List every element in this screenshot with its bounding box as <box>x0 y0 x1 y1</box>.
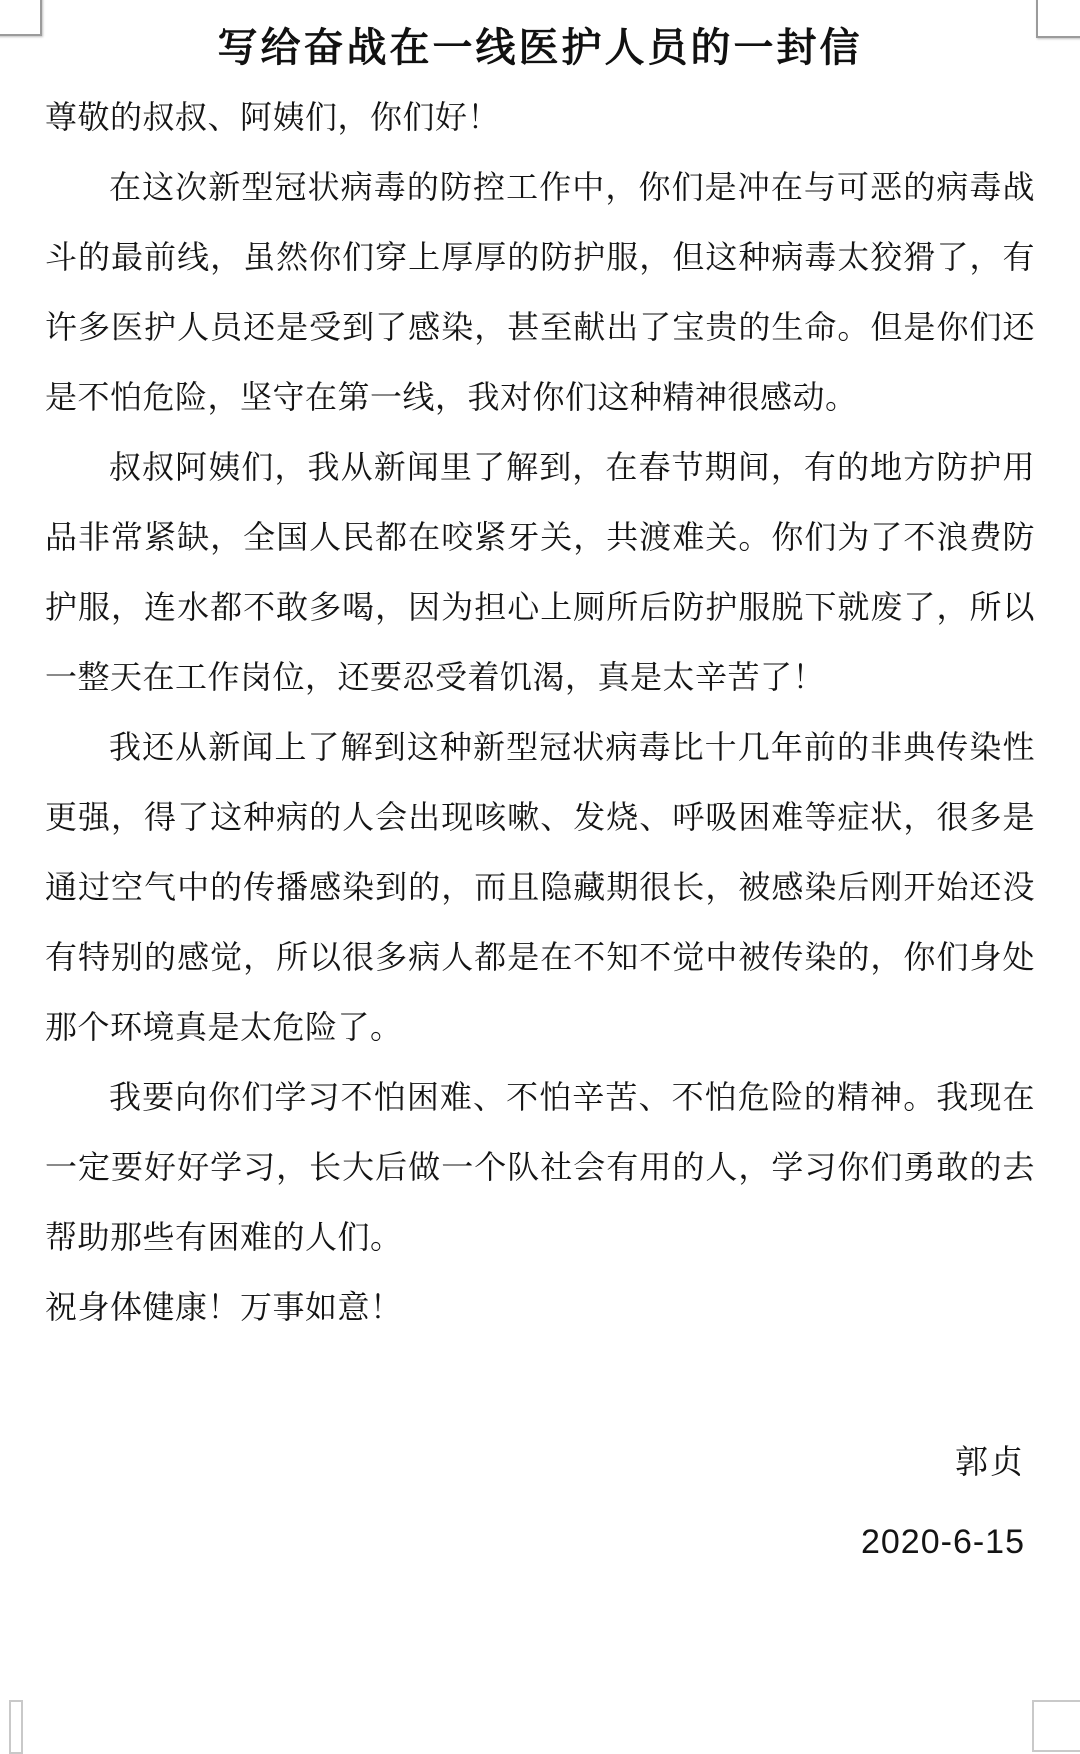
letter-line: 有特别的感觉，所以很多病人都是在不知不觉中被传染的，你们身处 <box>45 939 1035 975</box>
signature: 郭贞 <box>955 1443 1025 1480</box>
letter-document <box>0 24 1080 1577</box>
letter-line: 在这次新型冠状病毒的防控工作中，你们是冲在与可恶的病毒战 <box>109 169 1035 205</box>
window-corner-top-left-decoration <box>0 0 42 36</box>
letter-line: 一定要好好学习，长大后做一个队社会有用的人，学习你们勇敢的去 <box>45 1149 1035 1185</box>
letter-line: 祝身体健康！万事如意！ <box>45 1289 403 1325</box>
letter-body <box>45 82 1035 1342</box>
window-corner-bottom-left-decoration <box>9 1700 23 1754</box>
letter-line: 一整天在工作岗位，还要忍受着饥渴，真是太辛苦了！ <box>45 659 826 695</box>
letter-closing <box>45 1427 1035 1577</box>
letter-line: 护服，连水都不敢多喝，因为担心上厕所后防护服脱下就废了，所以 <box>45 589 1035 625</box>
window-corner-top-right-decoration <box>1036 0 1080 38</box>
letter-line: 叔叔阿姨们，我从新闻里了解到，在春节期间，有的地方防护用 <box>109 449 1035 485</box>
letter-line: 品非常紧缺，全国人民都在咬紧牙关，共渡难关。你们为了不浪费防 <box>45 519 1035 555</box>
letter-line: 我要向你们学习不怕困难、不怕辛苦、不怕危险的精神。我现在 <box>109 1079 1035 1115</box>
page-title: 写给奋战在一线医护人员的一封信 <box>217 26 863 70</box>
letter-line: 斗的最前线，虽然你们穿上厚厚的防护服，但这种病毒太狡猾了，有 <box>45 239 1035 275</box>
letter-line: 帮助那些有困难的人们。 <box>45 1219 403 1255</box>
letter-line: 尊敬的叔叔、阿姨们，你们好！ <box>45 99 501 135</box>
letter-line: 通过空气中的传播感染到的，而且隐藏期很长，被感染后刚开始还没 <box>45 869 1035 905</box>
letter-line: 我还从新闻上了解到这种新型冠状病毒比十几年前的非典传染性 <box>109 729 1035 765</box>
letter-line: 那个环境真是太危险了。 <box>45 1009 403 1045</box>
window-corner-bottom-right-decoration <box>1032 1700 1080 1752</box>
date-line: 2020-6-15 <box>860 1523 1025 1561</box>
letter-page <box>0 24 1080 1704</box>
letter-line: 更强，得了这种病的人会出现咳嗽、发烧、呼吸困难等症状，很多是 <box>45 799 1035 835</box>
letter-line: 许多医护人员还是受到了感染，甚至献出了宝贵的生命。但是你们还 <box>45 309 1035 345</box>
letter-line: 是不怕危险，坚守在第一线，我对你们这种精神很感动。 <box>45 379 858 415</box>
